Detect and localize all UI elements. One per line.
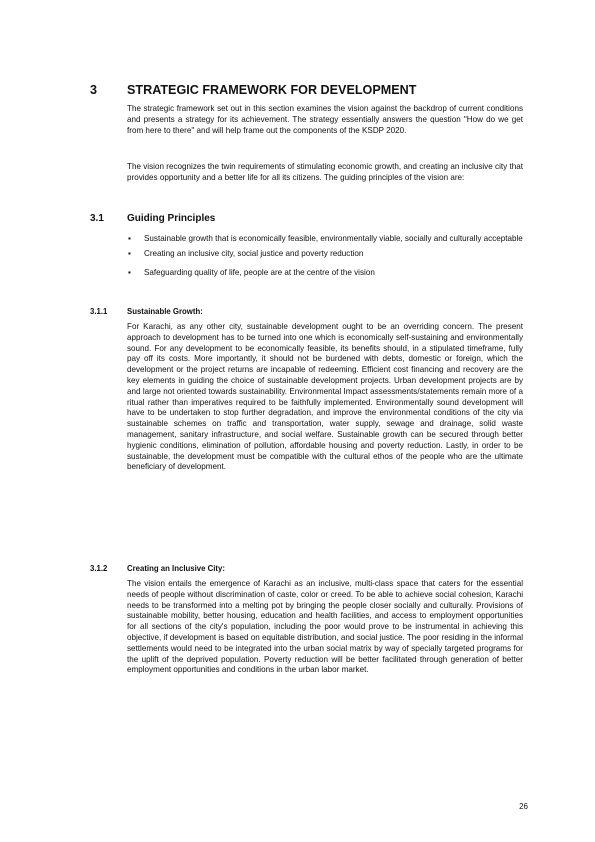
section-title: Guiding Principles	[127, 213, 216, 224]
list-item-text: Safeguarding quality of life, people are at the centre of the vision	[144, 267, 375, 277]
chapter-heading	[90, 82, 530, 98]
intro-paragraph-1: The strategic framework set out in this section examines the vision against the backdrop of current conditions and presents a strategy for its achievement. The strategy essentially answers the question "How do we get from here to there" and will help frame out the components of the KSDP 2020.	[127, 104, 523, 135]
chapter-title: STRATEGIC FRAMEWORK FOR DEVELOPMENT	[127, 83, 417, 97]
intro-paragraph-2: The vision recognizes the twin requirements of stimulating economic growth, and creating an inclusive city that provides opportunity and a better life for all its citizens. The guiding principles of the vision are:	[127, 162, 523, 182]
list-item	[127, 249, 523, 260]
bullet-icon: ▪	[128, 267, 131, 277]
bullet-icon: ▪	[128, 248, 131, 258]
section-number: 3.1	[90, 213, 104, 224]
subsection-heading	[90, 307, 520, 317]
chapter-number: 3	[90, 83, 98, 97]
subsection-title: Sustainable Growth:	[127, 307, 203, 316]
list-item	[127, 234, 523, 245]
list-item-text: Sustainable growth that is economically feasible, environmentally viable, socially and culturally acceptable	[144, 234, 523, 243]
list-item	[127, 268, 523, 279]
list-item-text: Creating an inclusive city, social justice and poverty reduction	[144, 248, 364, 258]
subsection-number: 3.1.2	[90, 564, 108, 573]
subsection-paragraph: The vision entails the emergence of Karachi as an inclusive, multi-class space that caters for the essential needs of people without discrimination of caste, color or creed. To be able to achieve social cohesion, Karachi needs to be transformed into a melting pot by bringing the people closer socially and culturally. Provisions of sustainable mobility, better housing, education and health facilities, and access to employment opportunities for all sections of the city's population, including the poor would prove to be instrumental in achieving this objective, if development is based on equitable distribution, and social justice. The poor residing in the informal settlements would need to be integrated into the urban social matrix by way of specially targeted programs for the uplift of the deprived population. Poverty reduction will be better facilitated through generation of better employment opportunities and conditions in the urban labor market.	[127, 579, 523, 675]
subsection-title: Creating an Inclusive City:	[127, 564, 225, 573]
page-number: 26	[519, 802, 528, 811]
guiding-principles-list	[127, 234, 523, 278]
subsection-paragraph: For Karachi, as any other city, sustainable development ought to be an overriding concern. The present approach to development has to be turned into one which is economically self-sustaining and environmentally sound. For any development to be economically feasible, its benefits should, in a stipulated timeframe, fully pay off its costs. More importantly, it should not be burdened with debts, domestic or foreign, which the development or the project returns are incapable of redeeming. Efficient cost financing and recovery are the key elements in guiding the choice of sustainable development projects. Urban development projects are by and large not oriented towards sustainability. Environmental Impact assessments/statements remain more of a ritual rather than imperatives required to be faithfully implemented. Environmentally sound development will have to be undertaken to stop further degradation, and improve the environmental conditions of the city via sustainable schemes on traffic and transportation, water supply, sewage and drainage, solid waste management, sanitary infrastructure, and social welfare. Sustainable growth can be secured through better hygienic conditions, elimination of pollution, affordable housing and poverty reduction. Lastly, in order to be sustainable, the development must be compatible with the cultural ethos of the people who are the ultimate beneficiary of development.	[127, 322, 523, 472]
subsection-number: 3.1.1	[90, 307, 108, 316]
subsection-heading	[90, 564, 520, 574]
section-heading	[90, 212, 520, 225]
bullet-icon: ▪	[128, 234, 131, 243]
